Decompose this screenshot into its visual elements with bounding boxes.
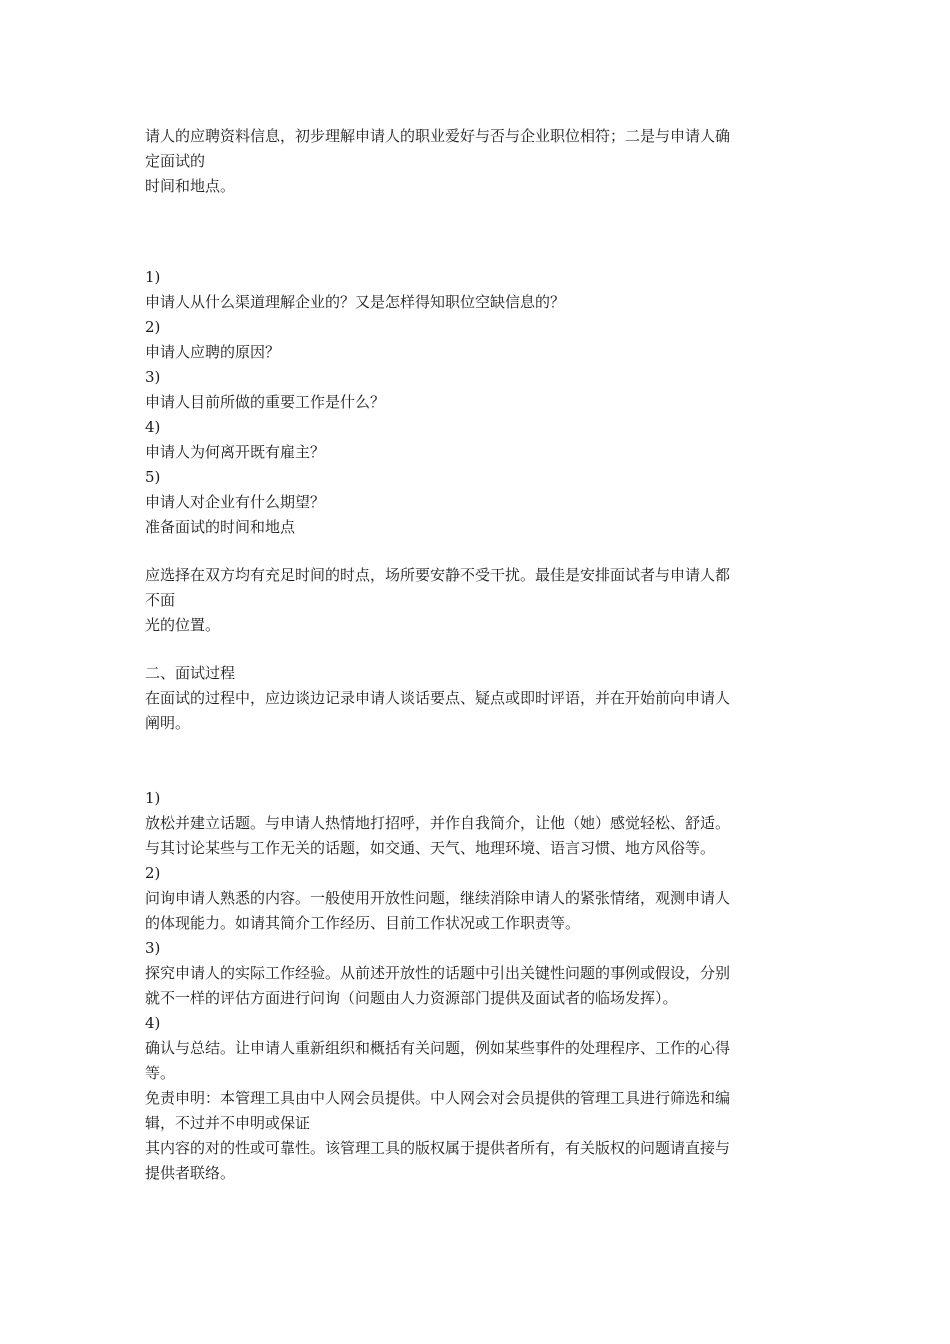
question-number: 3) bbox=[145, 368, 161, 386]
spacer bbox=[145, 638, 810, 661]
step-list bbox=[145, 786, 810, 1086]
question-number: 1) bbox=[145, 268, 161, 286]
prep-paragraph bbox=[145, 563, 810, 638]
question-text: 申请人为何离开既有雇主？ bbox=[145, 443, 326, 461]
question-number: 4) bbox=[145, 418, 161, 436]
question-text: 申请人从什么渠道理解企业的？又是怎样得知职位空缺信息的？ bbox=[145, 293, 566, 311]
disclaimer-line: 辑，不过并不申明或保证 bbox=[145, 1114, 311, 1132]
step-line: 就不一样的评估方面进行问询（问题由人力资源部门提供及面试者的临场发挥）。 bbox=[145, 989, 678, 1007]
question-text: 申请人对企业有什么期望？ bbox=[145, 493, 326, 511]
spacer bbox=[145, 736, 810, 786]
disclaimer-line: 免责申明：本管理工具由中人网会员提供。中人网会对会员提供的管理工具进行筛选和编 bbox=[145, 1089, 731, 1107]
prep-line: 光的位置。 bbox=[145, 616, 221, 634]
intro-line: 定面试的 bbox=[145, 152, 206, 170]
prep-line: 不面 bbox=[145, 591, 176, 609]
disclaimer-line: 提供者联络。 bbox=[145, 1164, 236, 1182]
question-text: 申请人应聘的原因？ bbox=[145, 343, 281, 361]
prep-line: 应选择在双方均有充足时间的时点，场所要安静不受干扰。最佳是安排面试者与申请人都 bbox=[145, 566, 731, 584]
prep-heading: 准备面试的时间和地点 bbox=[145, 518, 296, 536]
section-heading: 二、面试过程 bbox=[145, 664, 236, 682]
question-number: 2) bbox=[145, 318, 161, 336]
question-text: 申请人目前所做的重要工作是什么？ bbox=[145, 393, 386, 411]
section2-intro bbox=[145, 686, 810, 736]
step-line: 与其讨论某些与工作无关的话题，如交通、天气、地理环境、语言习惯、地方风俗等。 bbox=[145, 839, 716, 857]
step-line: 问询申请人熟悉的内容。一般使用开放性问题，继续消除申请人的紧张情绪，观测申请人 bbox=[145, 889, 731, 907]
spacer bbox=[145, 540, 810, 563]
step-line: 探究申请人的实际工作经验。从前述开放性的话题中引出关键性问题的事例或假设，分别 bbox=[145, 964, 731, 982]
question-number: 5) bbox=[145, 468, 161, 486]
spacer bbox=[145, 199, 810, 265]
step-number: 1) bbox=[145, 789, 161, 807]
step-line: 的体现能力。如请其简介工作经历、目前工作状况或工作职责等。 bbox=[145, 914, 581, 932]
step-line: 放松并建立话题。与申请人热情地打招呼，并作自我简介，让他（她）感觉轻松、舒适。 bbox=[145, 814, 731, 832]
disclaimer-line: 其内容的对的性或可靠性。该管理工具的版权属于提供者所有，有关版权的问题请直接与 bbox=[145, 1139, 731, 1157]
question-list bbox=[145, 265, 810, 515]
document-body bbox=[145, 124, 810, 1186]
step-number: 2) bbox=[145, 864, 161, 882]
disclaimer bbox=[145, 1086, 810, 1186]
step-line: 确认与总结。让申请人重新组织和概括有关问题，例如某些事件的处理程序、工作的心得 bbox=[145, 1039, 731, 1057]
section2-intro-line: 阐明。 bbox=[145, 714, 191, 732]
intro-paragraph bbox=[145, 124, 810, 199]
section2-intro-line: 在面试的过程中，应边谈边记录申请人谈话要点、疑点或即时评语，并在开始前向申请人 bbox=[145, 689, 731, 707]
step-number: 4) bbox=[145, 1014, 161, 1032]
intro-line: 时间和地点。 bbox=[145, 177, 236, 195]
step-number: 3) bbox=[145, 939, 161, 957]
step-line: 等。 bbox=[145, 1064, 176, 1082]
intro-line: 请人的应聘资料信息，初步理解申请人的职业爱好与否与企业职位相符；二是与申请人确 bbox=[145, 127, 731, 145]
